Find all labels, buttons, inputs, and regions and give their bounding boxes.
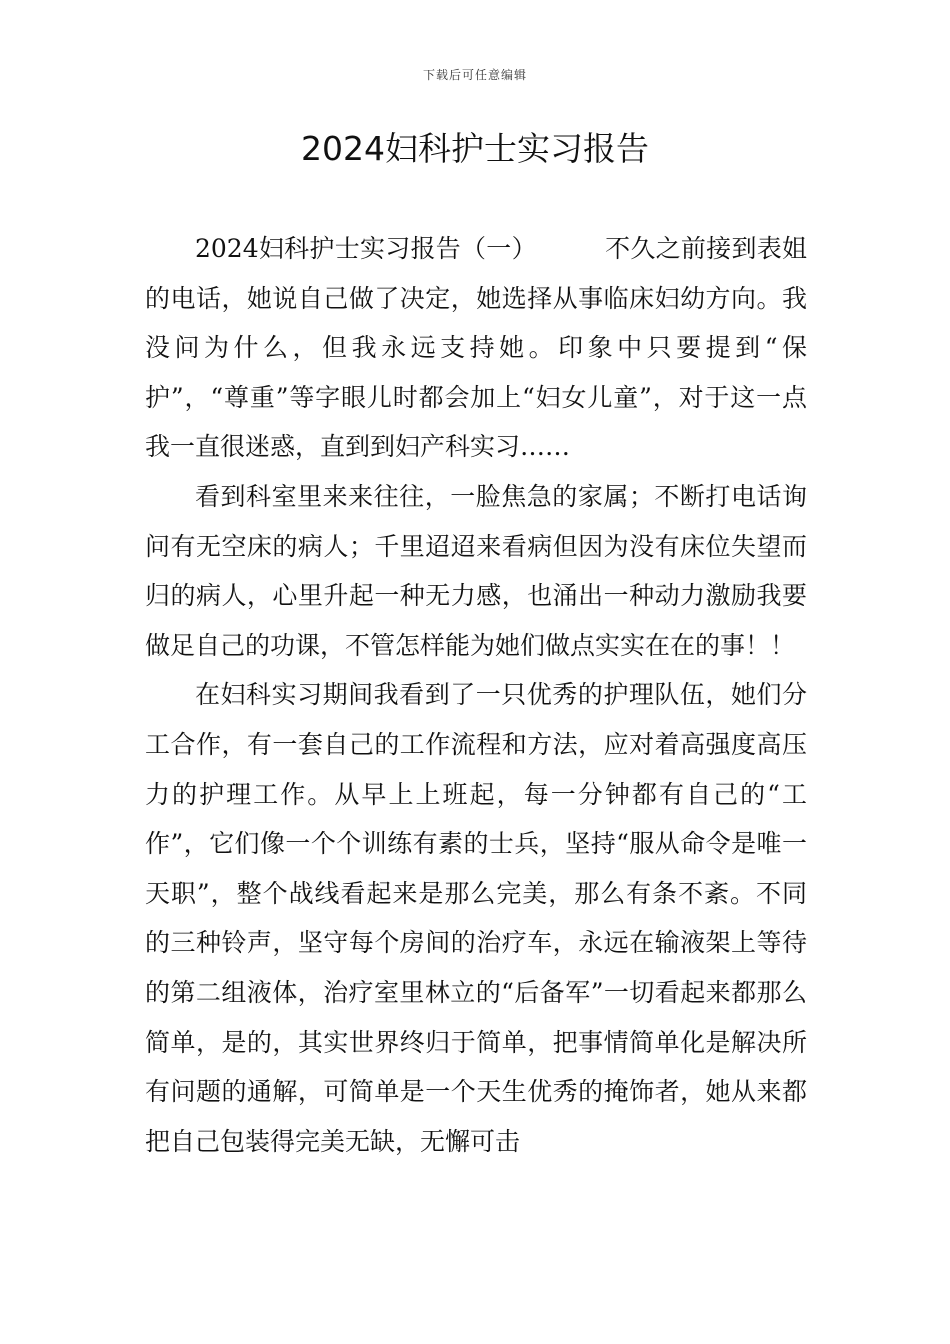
paragraph: 在妇科实习期间我看到了一只优秀的护理队伍，她们分工合作，有一套自己的工作流程和方法，应对着高强度高压力的护理工作。从早上上班起，每一分钟都有自己的“工作”，它们像一个个训练有素的士兵，坚持“服从命令是唯一天职”，整个战线看起来是那么完美，那么有条不紊。不同的三种铃声，坚守每个房间的治疗车，永远在输液架上等待的第二组液体，治疗室里林立的“后备军”一切看起来都那么简单，是的，其实世界终归于简单，把事情简单化是解决所有问题的通解，可简单是一个天生优秀的掩饰者，她从来都把自己包装得完美无缺，无懈可击 <box>145 680 807 1156</box>
paragraph <box>145 224 807 472</box>
page-title: 2024妇科护士实习报告 <box>301 129 649 168</box>
paragraph: 看到科室里来来往往，一脸焦急的家属；不断打电话询问有无空床的病人；千里迢迢来看病但因为没有床位失望而归的病人，心里升起一种无力感，也涌出一种动力激励我要做足自己的功课，不管怎样能为她们做点实实在在的事！！ <box>145 481 807 660</box>
section-heading: 2024妇科护士实习报告（一） <box>195 234 537 263</box>
document-body <box>145 224 807 1166</box>
header-note: 下载后可任意编辑 <box>422 68 527 82</box>
paragraph-text: 不久之前接到表姐的电话，她说自己做了决定，她选择从事临床妇幼方向。我没问为什么，但我永远支持她。印象中只要提到“保护”，“尊重”等字眼儿时都会加上“妇女儿童”，对于这一点我一直很迷惑，直到到妇产科实习…… <box>145 234 807 462</box>
